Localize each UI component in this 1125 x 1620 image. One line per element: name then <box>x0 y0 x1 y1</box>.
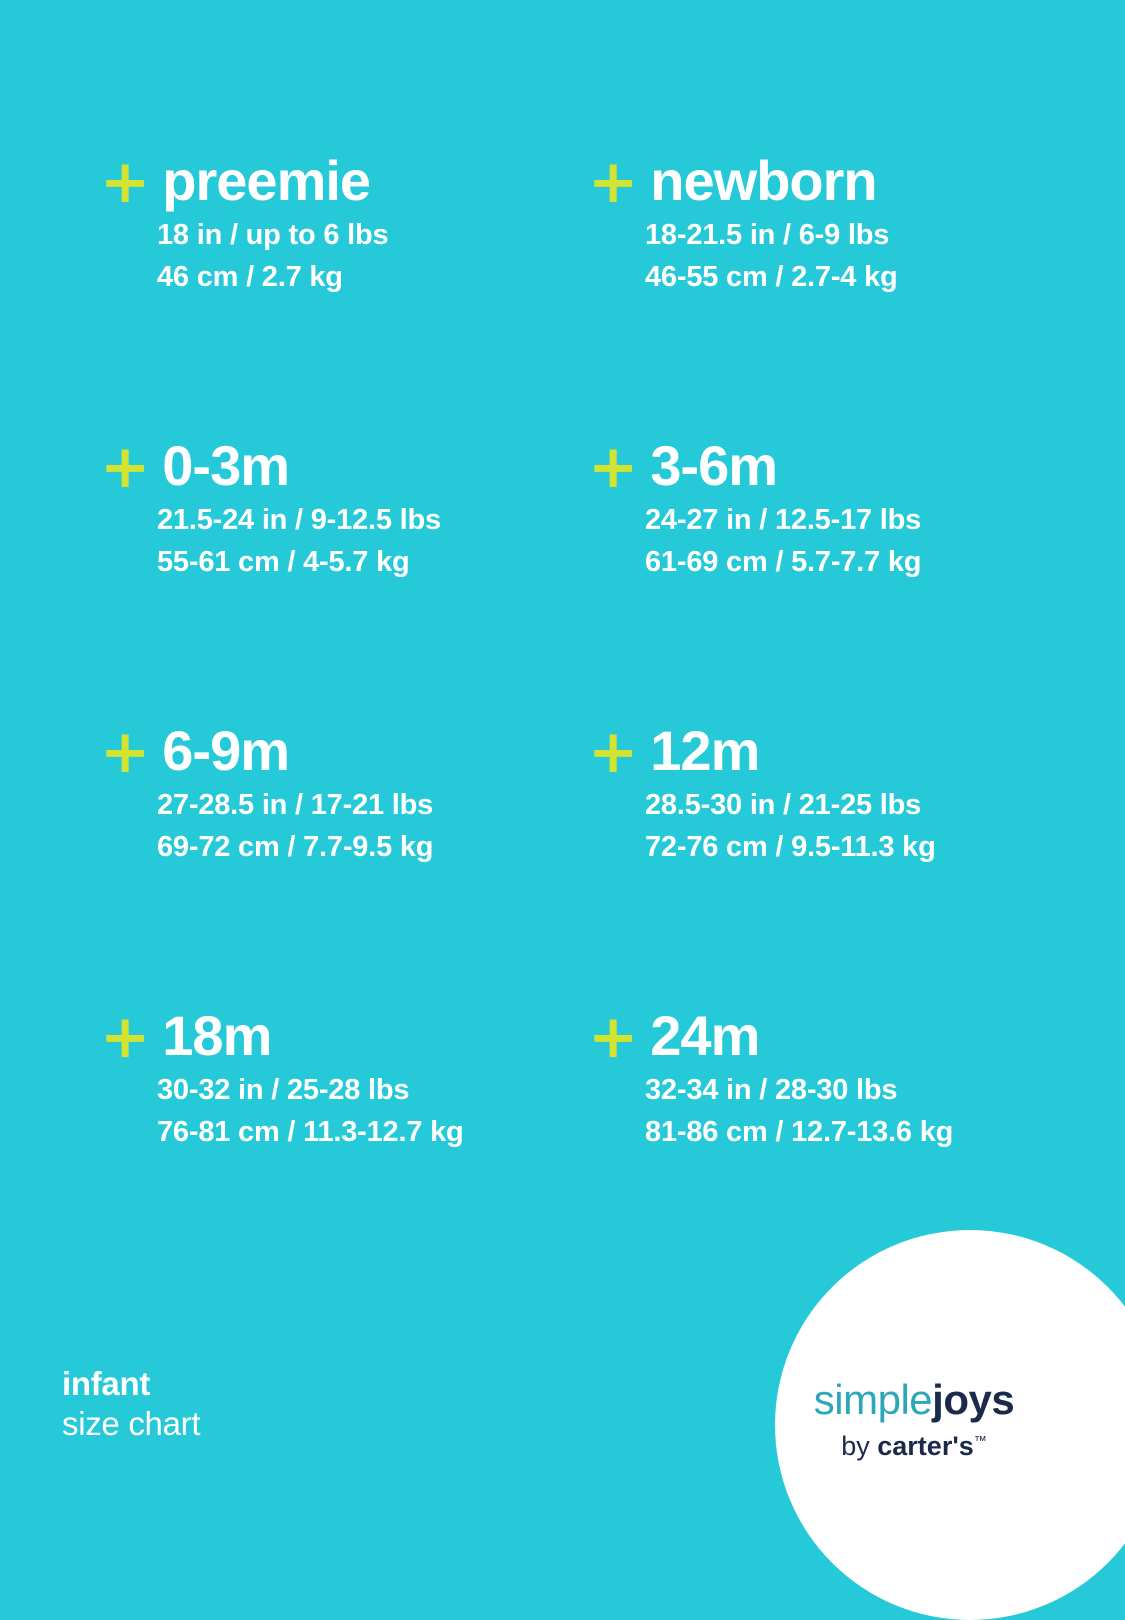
size-entry-preemie <box>100 147 588 435</box>
size-imperial: 27-28.5 in / 17-21 lbs <box>157 789 434 821</box>
chart-title-sub: size chart <box>62 1404 201 1442</box>
plus-icon: + <box>588 1002 639 1072</box>
size-metric: 69-72 cm / 7.7-9.5 kg <box>157 831 434 864</box>
size-imperial: 32-34 in / 28-30 lbs <box>645 1074 898 1106</box>
size-imperial: 18 in / up to 6 lbs <box>157 219 389 251</box>
size-heading <box>100 1002 588 1072</box>
plus-icon: + <box>588 432 639 502</box>
brand-by-label: by <box>841 1431 870 1461</box>
size-entry-0-3m <box>100 432 588 720</box>
size-heading <box>100 147 588 217</box>
plus-icon: + <box>588 147 639 217</box>
size-imperial: 18-21.5 in / 6-9 lbs <box>645 219 890 251</box>
trademark-icon: ™ <box>973 1433 987 1448</box>
size-imperial: 28.5-30 in / 21-25 lbs <box>645 789 922 821</box>
size-metric: 55-61 cm / 4-5.7 kg <box>157 546 410 579</box>
size-name: 18m <box>162 1004 272 1067</box>
brand-word-joys: joys <box>932 1376 1015 1423</box>
size-heading <box>100 717 588 787</box>
size-name: 24m <box>650 1004 760 1067</box>
brand-logo-secondary <box>769 1431 1059 1462</box>
size-heading <box>588 717 1060 787</box>
size-entry-6-9m <box>100 717 588 1005</box>
size-entry-3-6m <box>588 432 1060 720</box>
size-name: newborn <box>650 149 877 212</box>
plus-icon: + <box>100 432 151 502</box>
brand-name: carter's <box>877 1431 974 1461</box>
size-name: preemie <box>162 149 371 212</box>
brand-word-simple: simple <box>813 1376 933 1423</box>
size-imperial: 21.5-24 in / 9-12.5 lbs <box>157 504 441 536</box>
size-metric: 46-55 cm / 2.7-4 kg <box>645 261 898 294</box>
plus-icon: + <box>100 1002 151 1072</box>
size-metric: 76-81 cm / 11.3-12.7 kg <box>157 1116 464 1149</box>
size-name: 12m <box>650 719 760 782</box>
size-entry-newborn <box>588 147 1060 435</box>
size-name: 6-9m <box>162 719 290 782</box>
size-name: 3-6m <box>650 434 778 497</box>
size-metric: 61-69 cm / 5.7-7.7 kg <box>645 546 922 579</box>
size-metric: 46 cm / 2.7 kg <box>157 261 343 294</box>
size-entry-18m <box>100 1002 588 1290</box>
brand-logo-primary <box>769 1376 1059 1423</box>
size-metric: 72-76 cm / 9.5-11.3 kg <box>645 831 936 864</box>
size-heading <box>100 432 588 502</box>
brand-logo <box>769 1376 1059 1462</box>
plus-icon: + <box>100 147 151 217</box>
size-entry-12m <box>588 717 1060 1005</box>
chart-title-main: infant <box>62 1364 151 1402</box>
plus-icon: + <box>100 717 151 787</box>
chart-title <box>62 1364 200 1445</box>
size-heading <box>588 432 1060 502</box>
size-heading <box>588 1002 1060 1072</box>
size-metric: 81-86 cm / 12.7-13.6 kg <box>645 1116 954 1149</box>
size-imperial: 24-27 in / 12.5-17 lbs <box>645 504 922 536</box>
size-heading <box>588 147 1060 217</box>
size-name: 0-3m <box>162 434 290 497</box>
size-imperial: 30-32 in / 25-28 lbs <box>157 1074 410 1106</box>
plus-icon: + <box>588 717 639 787</box>
size-grid <box>100 147 1060 1290</box>
